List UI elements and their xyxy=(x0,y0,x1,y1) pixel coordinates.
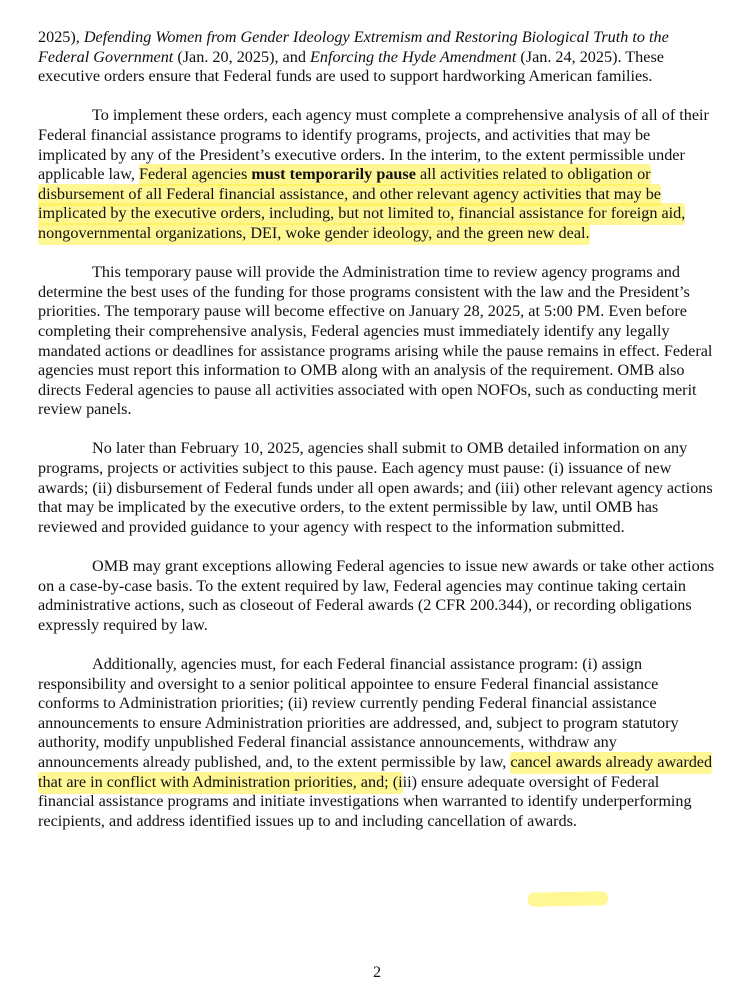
eo-title-hyde: Enforcing the Hyde Amendment xyxy=(309,47,517,66)
body-text xyxy=(38,28,716,851)
paragraph-1 xyxy=(38,28,716,87)
p6-text-b: ii) ensure adequate oversight of Federal financial assistance programs and initiate investigations when warranted to identify underperforming recipients, and address identified issues up to and including cancellation of awards. xyxy=(38,772,692,830)
p2-hl-3: all activities related to obligation or disbursement of all Federal financial assistance, and other relevant agency activities that may be implicated by the executive orders, including, but not limited to, financial assistance for foreign aid, nongovernmental organizations, DEI, woke gender ideology, and the green new deal. xyxy=(38,165,686,242)
page-number: 2 xyxy=(372,963,382,981)
highlight-cancel-awards: cancel awards already awarded that are in conflict with Administration priorities, and; (i xyxy=(38,752,712,794)
p2-text-a: To implement these orders, each agency must complete a comprehensive analysis of all of their Federal financial assistance programs to identify programs, projects, and activities that may be implicated by any of the President’s executive orders. In the interim, to the extent permissible under applicable law, xyxy=(38,106,709,184)
eo-title-gender-ideology: Defending Women from Gender Ideology Extremism and Restoring Biological Truth to the Federal Government xyxy=(38,28,669,66)
p1-text-a: 2025), xyxy=(38,28,84,46)
p1-text-c: (Jan. 20, 2025), and xyxy=(173,47,310,66)
paragraph-6 xyxy=(38,655,716,831)
p6-text-a: Additionally, agencies must, for each Federal financial assistance program: (i) assign responsibility and oversight to a senior political appointee to ensure Federal financial assistance conforms to Administration priorities; (ii) review currently pending Federal financial assistance announcements to ensure Administration priorities are addressed, and, subject to program statutory authority, modify unpublished Federal financial assistance announcements, withdraw any announcements already published, and, to the extent permissible by law, xyxy=(38,655,679,771)
p2-hl-bold: must temporarily pause xyxy=(251,165,416,184)
highlighter-stroke xyxy=(528,891,608,906)
paragraph-5: OMB may grant exceptions allowing Federal agencies to issue new awards or take other actions on a case-by-case basis. To the extent required by law, Federal agencies may continue taking certain administrative actions, such as closeout of Federal awards (2 CFR 200.344), or recording obligations expressly required by law. xyxy=(38,557,715,634)
p2-hl-1: Federal agencies xyxy=(138,165,252,184)
paragraph-4: No later than February 10, 2025, agencies shall submit to OMB detailed information on any programs, projects or activities subject to this pause. Each agency must pause: (i) issuance of new awards; (ii) disbursement of Federal funds under all open awards; and (iii) other relevant agency actions that may be implicated by the executive orders, to the extent permissible by law, until OMB has reviewed and provided guidance to your agency with respect to the information submitted. xyxy=(38,439,713,536)
p1-text-e: (Jan. 24, 2025). These executive orders ensure that Federal funds are used to support hardworking American families. xyxy=(38,47,664,86)
paragraph-2 xyxy=(38,106,716,243)
paragraph-3: This temporary pause will provide the Administration time to review agency programs and determine the best uses of the funding for those programs consistent with the law and the President’s priorities. The temporary pause will become effective on January 28, 2025, at 5:00 PM. Even before completing their comprehensive analysis, Federal agencies must immediately identify any legally mandated actions or deadlines for assistance programs arising while the pause remains in effect. Federal agencies must report this information to OMB along with an analysis of the requirement. OMB also directs Federal agencies to pause all activities associated with open NOFOs, such as conducting merit review panels. xyxy=(38,263,713,419)
